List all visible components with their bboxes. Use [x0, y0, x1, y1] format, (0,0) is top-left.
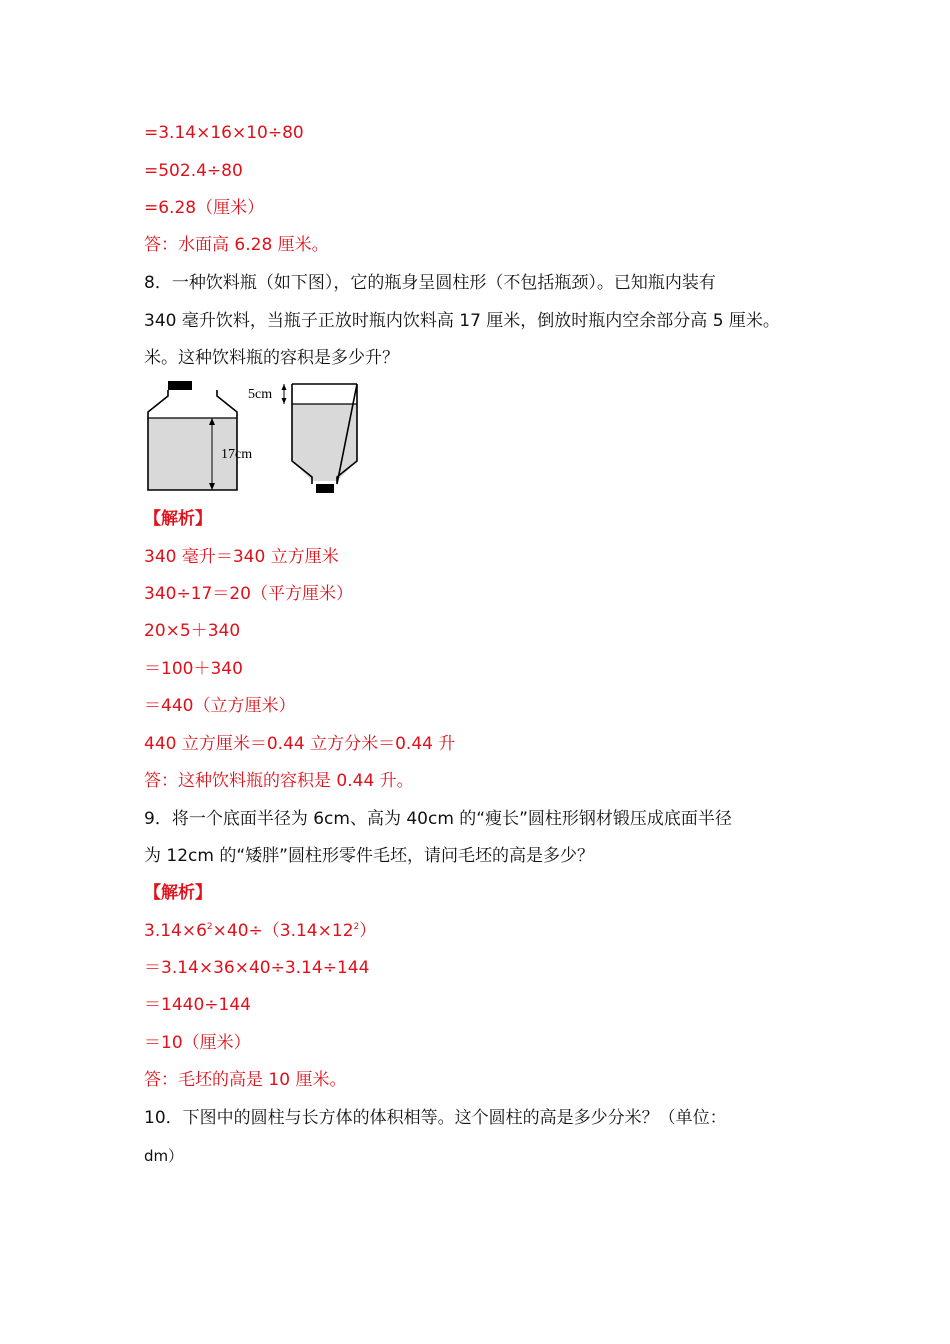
q8-solution-line-3: 20×5＋340	[144, 621, 241, 641]
q8-solution-line-4: ＝100＋340	[144, 659, 243, 679]
q9-solution-line-2: ＝3.14×36×40÷3.14÷144	[144, 958, 370, 978]
bottle-figure	[144, 378, 384, 498]
q8-solution-line-2: 340÷17＝20（平方厘米）	[144, 584, 353, 604]
q8-solution-line-1: 340 毫升＝340 立方厘米	[144, 547, 339, 567]
bottle-cap-top	[168, 381, 192, 390]
bottle-cap-bottom	[316, 484, 334, 493]
upright-bottle	[148, 381, 252, 490]
q9-sol1-a: 3.14×6	[144, 921, 207, 941]
label-5cm: 5cm	[248, 387, 273, 402]
q8-line-1: 8．一种饮料瓶（如下图），它的瓶身呈圆柱形（不包括瓶颈）。已知瓶内装有	[144, 273, 716, 293]
q10-line-1: 10．下图中的圆柱与长方体的体积相等。这个圆柱的高是多少分米？（单位：	[144, 1108, 727, 1128]
inverted-bottle	[248, 384, 357, 493]
q9-sol1-sup2: 2	[353, 922, 360, 932]
q9-sol1-c: ）	[359, 921, 377, 941]
q8-solution-line-6: 440 立方厘米＝0.44 立方分米＝0.44 升	[144, 734, 456, 754]
prev-solution-line-2: =502.4÷80	[144, 161, 243, 181]
q9-analysis-title: 【解析】	[144, 883, 212, 903]
prev-solution-line-3: =6.28（厘米）	[144, 198, 265, 218]
prev-solution-line-1: =3.14×16×10÷80	[144, 123, 304, 143]
q9-line-1: 9．将一个底面半径为 6cm、高为 40cm 的“瘦长”圆柱形钢材锻压成底面半径	[144, 809, 732, 829]
q8-answer: 答：这种饮料瓶的容积是 0.44 升。	[144, 771, 414, 791]
q8-line-3: 米。这种饮料瓶的容积是多少升？	[144, 348, 399, 368]
prev-answer: 答：水面高 6.28 厘米。	[144, 235, 329, 255]
q8-line-2: 340 毫升饮料，当瓶子正放时瓶内饮料高 17 厘米，倒放时瓶内空余部分高 5 厘米。	[144, 311, 780, 331]
q9-solution-line-3: ＝1440÷144	[144, 995, 251, 1015]
q9-sol1-sup1: 2	[206, 922, 213, 932]
q9-answer: 答：毛坯的高是 10 厘米。	[144, 1070, 347, 1090]
q8-analysis-title: 【解析】	[144, 509, 212, 529]
q9-solution-line-4: ＝10（厘米）	[144, 1033, 251, 1053]
q9-solution-line-1	[144, 920, 376, 942]
q9-sol1-b: ×40÷（3.14×12	[212, 921, 354, 941]
q9-line-2: 为 12cm 的“矮胖”圆柱形零件毛坯，请问毛坯的高是多少？	[144, 846, 594, 866]
q8-solution-line-5: ＝440（立方厘米）	[144, 696, 296, 716]
label-17cm: 17cm	[221, 447, 253, 462]
q10-line-2: dm）	[144, 1147, 184, 1165]
